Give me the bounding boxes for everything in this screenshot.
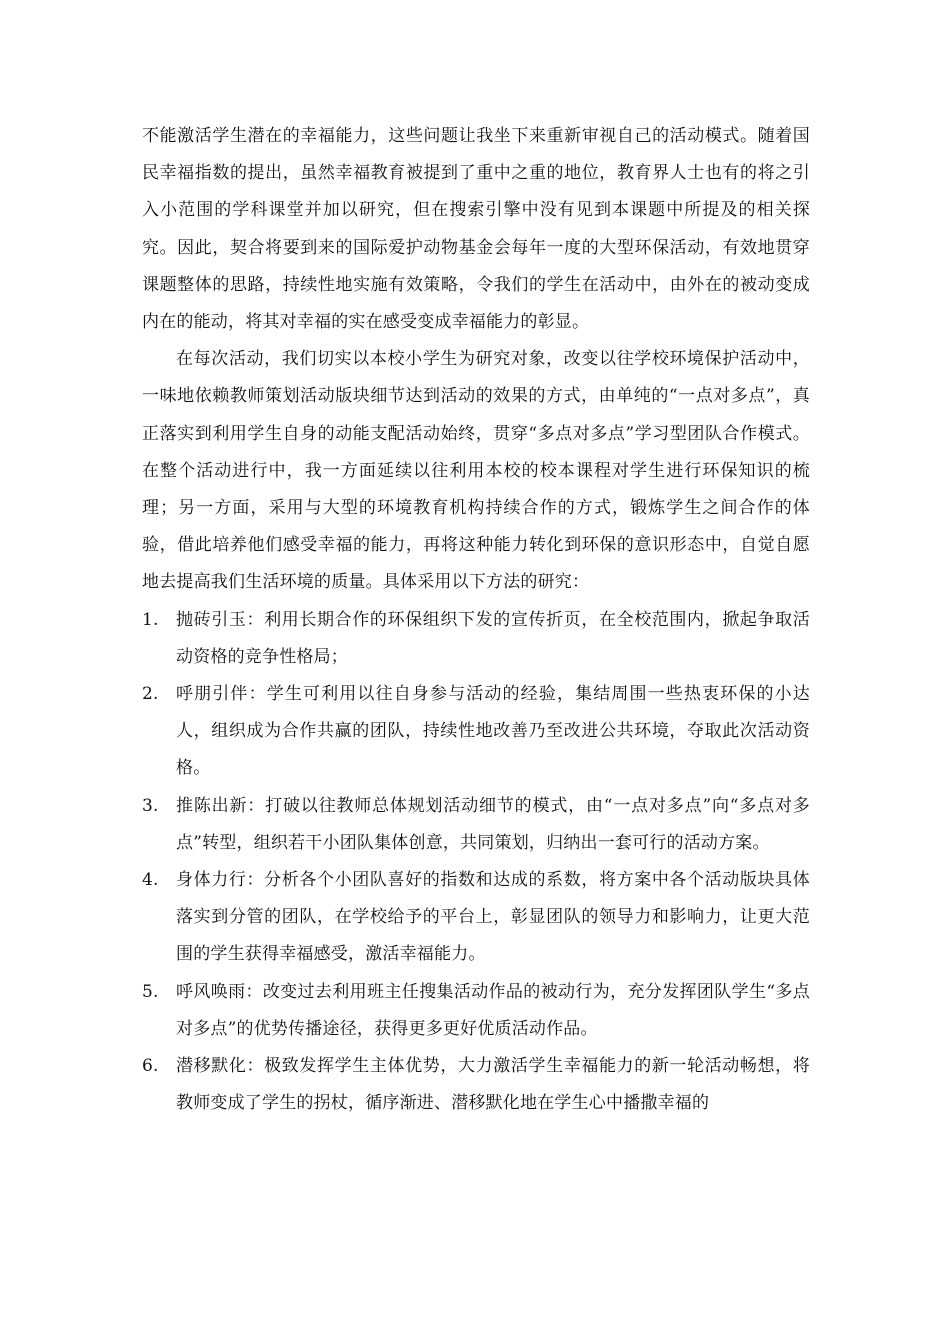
list-item	[142, 862, 810, 974]
list-item	[142, 676, 810, 788]
list-item-text: 潜移默化：极致发挥学生主体优势，大力激活学生幸福能力的新一轮活动畅想，将教师变成了学生的拐杖，循序渐进、潜移默化地在学生心中播撒幸福的	[176, 1056, 810, 1114]
document-body	[142, 118, 810, 1122]
list-item	[142, 974, 810, 1048]
list-item-number: 1.	[142, 609, 159, 630]
list-item-number: 5.	[142, 981, 159, 1002]
list-item-number: 4.	[142, 870, 159, 891]
list-item-number: 2.	[142, 684, 159, 705]
list-item-number: 3.	[142, 795, 159, 816]
paragraph-intro: 不能激活学生潜在的幸福能力，这些问题让我坐下来重新审视自己的活动模式。随着国民幸福指数的提出，虽然幸福教育被提到了重中之重的地位，教育界人士也有的将之引入小范围的学科课堂并加以研究，但在搜索引擎中没有见到本课题中所提及的相关探究。因此，契合将要到来的国际爱护动物基金会每年一度的大型环保活动，有效地贯穿课题整体的思路，持续性地实施有效策略，令我们的学生在活动中，由外在的被动变成内在的能动，将其对幸福的实在感受变成幸福能力的彰显。	[142, 126, 810, 333]
list-item-text: 抛砖引玉：利用长期合作的环保组织下发的宣传折页，在全校范围内，掀起争取活动资格的竞争性格局；	[176, 609, 810, 667]
list-item	[142, 1048, 810, 1122]
methods-list	[142, 602, 810, 1123]
list-item-text: 呼风唤雨：改变过去利用班主任搜集活动作品的被动行为，充分发挥团队学生“多点对多点”的优势传播途径，获得更多更好优质活动作品。	[176, 981, 810, 1039]
list-item-text: 推陈出新：打破以往教师总体规划活动细节的模式，由“一点对多点”向“多点对多点”转型，组织若干小团队集体创意，共同策划，归纳出一套可行的活动方案。	[176, 795, 810, 853]
list-item-text: 呼朋引伴：学生可利用以往自身参与活动的经验，集结周围一些热衷环保的小达人，组织成为合作共赢的团队，持续性地改善乃至改进公共环境，夺取此次活动资格。	[176, 684, 810, 779]
list-item-number: 6.	[142, 1056, 159, 1077]
list-item-text: 身体力行：分析各个小团队喜好的指数和达成的系数，将方案中各个活动版块具体落实到分管的团队，在学校给予的平台上，彰显团队的领导力和影响力，让更大范围的学生获得幸福感受，激活幸福能力。	[176, 870, 810, 965]
list-item	[142, 602, 810, 676]
list-item	[142, 788, 810, 862]
paragraph-activity: 在每次活动，我们切实以本校小学生为研究对象，改变以往学校环境保护活动中，一味地依赖教师策划活动版块细节达到活动的效果的方式，由单纯的“一点对多点”，真正落实到利用学生自身的动能支配活动始终，贯穿“多点对多点”学习型团队合作模式。在整个活动进行中，我一方面延续以往利用本校的校本课程对学生进行环保知识的梳理；另一方面，采用与大型的环境教育机构持续合作的方式，锻炼学生之间合作的体验，借此培养他们感受幸福的能力，再将这种能力转化到环保的意识形态中，自觉自愿地去提高我们生活环境的质量。具体采用以下方法的研究：	[142, 349, 810, 593]
